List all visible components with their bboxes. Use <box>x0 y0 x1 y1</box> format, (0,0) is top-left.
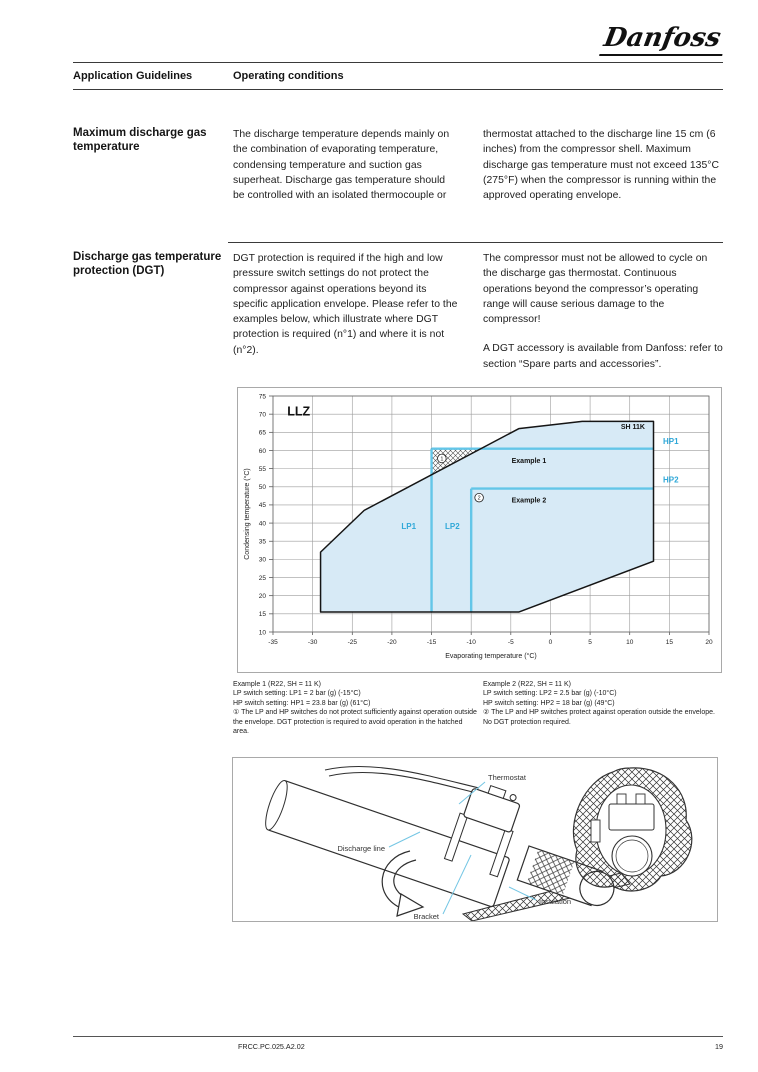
danfoss-logo-text: Danfoss <box>599 24 728 56</box>
svg-text:-20: -20 <box>387 639 397 646</box>
svg-text:15: 15 <box>665 639 673 646</box>
svg-text:75: 75 <box>258 393 266 401</box>
svg-text:-5: -5 <box>507 639 514 646</box>
svg-text:15: 15 <box>258 611 266 619</box>
section-2-col2-paragraph-2: A DGT accessory is available from Danfoss: refer to section “Spare parts and accessories”. <box>483 343 723 370</box>
footer-page-number: 19 <box>715 1042 723 1051</box>
svg-text:-10: -10 <box>466 639 476 646</box>
svg-text:55: 55 <box>258 465 266 473</box>
section-1-col2: thermostat attached to the discharge line 15 cm (6 inches) from the compressor shell. Maximum discharge gas temperature must not exceed 135°C (275°F) when the compressor is running within the approved operating envelope. <box>483 129 720 202</box>
illustration-label: Insulation <box>539 897 572 906</box>
section-2-col1: DGT protection is required if the high and low pressure switch settings do not protect the compressor against operations beyond its specific application envelope. Please refer to the examples below, which illustrate where DGT protection is required (n°1) and where it is not (n°2). <box>233 253 458 356</box>
note-line: ② The LP and HP switches protect against operation outside the envelope. No DGT protection required. <box>483 709 715 726</box>
section-1-col1: The discharge temperature depends mainly on the combination of evaporating temperature, condensing temperature and suction gas superheat. Discharge gas temperature should be controlled with an isolated thermocouple or <box>233 129 450 202</box>
header-top-rule <box>73 62 723 63</box>
note-line: LP switch setting: LP2 = 2.5 bar (g) (-10°C) <box>483 690 617 698</box>
note-line: LP switch setting: LP1 = 2 bar (g) (-15°C) <box>233 690 361 698</box>
svg-text:25: 25 <box>258 574 266 582</box>
svg-text:20: 20 <box>705 639 713 646</box>
thermostat-mounting-illustration <box>232 757 718 922</box>
header-bottom-rule <box>73 89 723 90</box>
note-line: Example 2 (R22, SH = 11 K) <box>483 681 571 688</box>
insulation-cross-section <box>573 768 691 891</box>
header-right-title: Operating conditions <box>233 70 344 82</box>
svg-text:50: 50 <box>258 484 266 492</box>
footer-doc-ref: FRCC.PC.025.A2.02 <box>238 1042 305 1051</box>
example-2-notes <box>483 680 723 727</box>
svg-text:HP1: HP1 <box>663 436 679 446</box>
svg-text:10: 10 <box>626 639 634 646</box>
section-2-col2 <box>483 251 723 386</box>
footer-rule <box>73 1036 723 1037</box>
svg-text:Example 1: Example 1 <box>511 457 547 465</box>
svg-text:SH 11K: SH 11K <box>620 424 645 432</box>
note-line: HP switch setting: HP2 = 18 bar (g) (49°C) <box>483 699 615 707</box>
svg-text:45: 45 <box>258 502 266 510</box>
illustration-label: Thermostat <box>488 773 526 782</box>
section-2-rule <box>228 242 723 243</box>
operating-envelope-chart <box>237 387 722 673</box>
svg-text:20: 20 <box>258 592 266 600</box>
svg-text:LP2: LP2 <box>445 522 460 532</box>
svg-text:0: 0 <box>548 639 553 646</box>
section-1-heading: Maximum discharge gas temperature <box>73 127 207 154</box>
svg-text:LP1: LP1 <box>401 522 417 532</box>
svg-text:Evaporating temperature (°C): Evaporating temperature (°C) <box>445 653 537 660</box>
svg-text:-30: -30 <box>307 639 318 646</box>
svg-text:Condensing temperature (°C): Condensing temperature (°C) <box>244 468 251 560</box>
svg-text:1: 1 <box>440 456 444 463</box>
svg-text:5: 5 <box>588 639 592 646</box>
thermostat-illustration-svg <box>233 758 717 921</box>
danfoss-logo <box>602 24 725 56</box>
svg-text:30: 30 <box>258 556 266 564</box>
note-line: HP switch setting: HP1 = 23.8 bar (g) (61°C) <box>233 699 371 707</box>
svg-text:-35: -35 <box>268 639 278 646</box>
svg-text:40: 40 <box>258 520 266 528</box>
svg-text:70: 70 <box>258 411 266 419</box>
svg-text:-15: -15 <box>426 639 437 646</box>
note-line: ① The LP and HP switches do not protect sufficiently against operation outside the envelope. DGT protection is required to avoid operation in the hatched area. <box>233 709 477 735</box>
svg-text:2: 2 <box>477 495 481 502</box>
note-line: Example 1 (R22, SH = 11 K) <box>233 681 321 688</box>
svg-text:-25: -25 <box>347 639 357 646</box>
sensor-wire <box>325 766 479 788</box>
section-2-col2-paragraph-1: The compressor must not be allowed to cycle on the discharge gas thermostat. Continuous operations beyond the compressor’s operating range will cause serious damage to the compressor! <box>483 253 708 326</box>
section-2-heading: Discharge gas temperature protection (DGT) <box>73 251 222 278</box>
example-1-notes <box>233 680 480 736</box>
svg-text:35: 35 <box>258 538 266 546</box>
illustration-label: Bracket <box>413 912 439 921</box>
svg-text:Example 2: Example 2 <box>511 497 547 505</box>
envelope-chart-svg <box>238 388 721 672</box>
svg-text:65: 65 <box>258 429 266 437</box>
svg-text:LLZ: LLZ <box>287 404 311 419</box>
svg-text:10: 10 <box>258 629 266 637</box>
svg-text:HP2: HP2 <box>663 475 679 485</box>
svg-text:60: 60 <box>258 447 266 455</box>
header-left-title: Application Guidelines <box>73 70 193 82</box>
illustration-label: Discharge line <box>337 844 385 853</box>
